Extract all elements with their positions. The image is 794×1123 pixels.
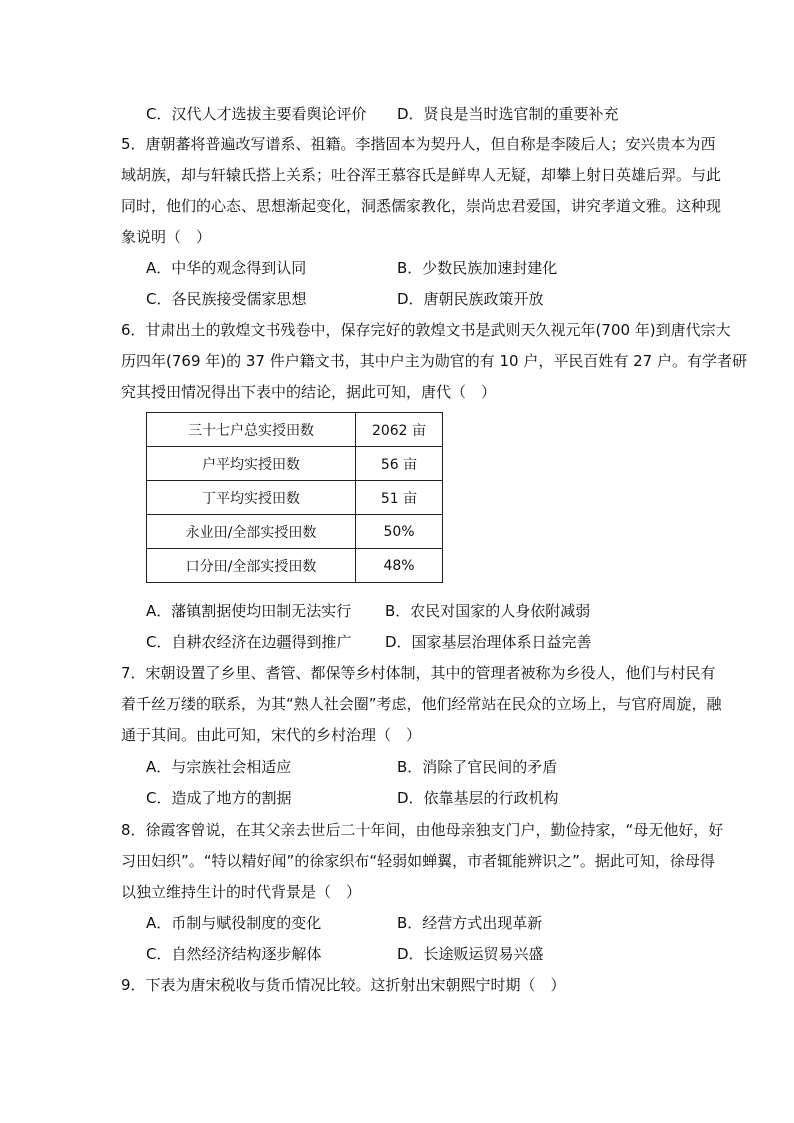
q5-stem-line-3: 同时，他们的心态、思想渐起变化，洞悉儒家教化，崇尚忠君爱国，讲究孝道文雅。这种现 — [121, 197, 722, 215]
q9-stem-line-1: 9．下表为唐宋税收与货币情况比较。这折射出宋朝熙宁时期（ ） — [121, 976, 566, 994]
table-row — [147, 447, 443, 481]
q7-stem-line-3: 通于其间。由此可知，宋代的乡村治理（ ） — [121, 726, 422, 744]
q6-stem-line-3: 究其授田情况得出下表中的结论，据此可知，唐代（ ） — [121, 383, 497, 401]
q5-stem-line-4: 象说明（ ） — [121, 228, 212, 246]
table-cell-value: 56 亩 — [356, 447, 443, 481]
q7-stem-line-1: 7．宋朝设置了乡里、耆管、都保等乡村体制，其中的管理者被称为乡役人，他们与村民有 — [121, 664, 716, 682]
q7-option-b: B．消除了官民间的矛盾 — [397, 758, 558, 776]
q4-option-c: C．汉代人才选拔主要看舆论评价 — [146, 105, 367, 123]
q8-stem-line-3: 以独立维持生计的时代背景是（ ） — [121, 883, 362, 901]
q6-option-d: D．国家基层治理体系日益完善 — [385, 633, 592, 651]
q5-option-a: A．中华的观念得到认同 — [146, 259, 307, 277]
table-row — [147, 481, 443, 515]
q6-land-table — [146, 412, 443, 583]
table-cell-value: 51 亩 — [356, 481, 443, 515]
table-cell-label: 永业田/全部实授田数 — [147, 515, 356, 549]
q7-stem-line-2: 着千丝万缕的联系，为其“熟人社会圈”考虑，他们经常站在民众的立场上，与官府周旋，融 — [121, 695, 722, 713]
q5-option-c: C．各民族接受儒家思想 — [146, 290, 307, 308]
table-row — [147, 515, 443, 549]
q8-option-a: A．币制与赋役制度的变化 — [146, 914, 322, 932]
q4-option-d: D．贤良是当时选官制的重要补充 — [397, 105, 619, 123]
table-cell-label: 三十七户总实授田数 — [147, 413, 356, 447]
q8-option-d: D．长途贩运贸易兴盛 — [397, 945, 544, 963]
table-cell-label: 户平均实授田数 — [147, 447, 356, 481]
table-cell-value: 48% — [356, 549, 443, 583]
table-row — [147, 413, 443, 447]
q5-option-b: B．少数民族加速封建化 — [397, 259, 558, 277]
q5-stem-line-2: 域胡族，却与轩辕氏搭上关系；吐谷浑王慕容氏是鲜卑人无疑，却攀上射日英雄后羿。与此 — [121, 166, 722, 184]
table-cell-label: 丁平均实授田数 — [147, 481, 356, 515]
q7-option-c: C．造成了地方的割据 — [146, 789, 292, 807]
q7-option-d: D．依靠基层的行政机构 — [397, 789, 559, 807]
table-cell-value: 50% — [356, 515, 443, 549]
q8-option-c: C．自然经济结构逐步解体 — [146, 945, 322, 963]
q8-stem-line-2: 习田妇织”。“特以精好闻”的徐家织布“轻弱如蝉翼，市者辄能辨识之”。据此可知，徐母得 — [121, 852, 715, 870]
q8-option-b: B．经营方式出现革新 — [397, 914, 543, 932]
q6-option-a: A．藩镇割据使均田制无法实行 — [146, 602, 352, 620]
q6-option-b: B．农民对国家的人身依附减弱 — [385, 602, 591, 620]
table-cell-value: 2062 亩 — [356, 413, 443, 447]
q5-option-d: D．唐朝民族政策开放 — [397, 290, 544, 308]
q6-stem-line-1: 6．甘肃出土的敦煌文书残卷中，保存完好的敦煌文书是武则天久视元年(700 年)到唐代宗大 — [121, 321, 731, 339]
q6-stem-line-2: 历四年(769 年)的 37 件户籍文书，其中户主为勋官的有 10 户，平民百姓有 27 户。有学者研 — [121, 352, 747, 370]
q7-option-a: A．与宗族社会相适应 — [146, 758, 292, 776]
q5-stem-line-1: 5．唐朝蕃将普遍改写谱系、祖籍。李揩固本为契丹人，但自称是李陵后人；安兴贵本为西 — [121, 135, 716, 153]
table-cell-label: 口分田/全部实授田数 — [147, 549, 356, 583]
q6-option-c: C．自耕农经济在边疆得到推广 — [146, 633, 352, 651]
q8-stem-line-1: 8．徐霞客曾说，在其父亲去世后二十年间，由他母亲独支门户，勤俭持家，“母无他好，好 — [121, 821, 724, 839]
table-row — [147, 549, 443, 583]
